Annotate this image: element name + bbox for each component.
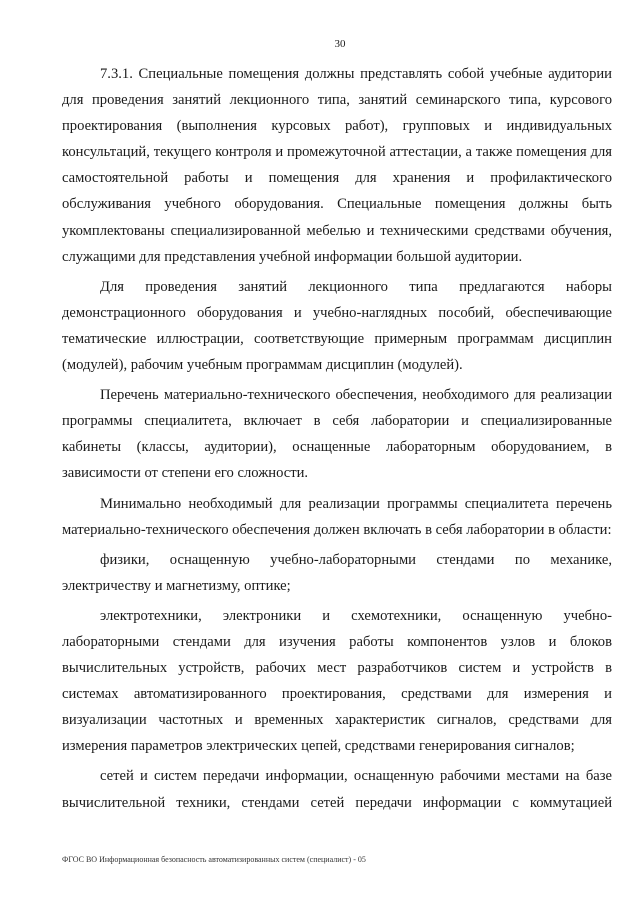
page-footer: ФГОС ВО Информационная безопасность автоматизированных систем (специалист) - 05 [62,855,366,864]
paragraph-material-support: Перечень материально-технического обеспечения, необходимого для реализации программы специалитета, включает в себя лаборатории и специализированные кабинеты (классы, аудитории), оснащенные лабораторным оборудованием, в зависимости от степени его сложности. [62,387,612,482]
paragraph-7-3-1: 7.3.1. Специальные помещения должны представлять собой учебные аудитории для проведения занятий лекционного типа, занятий семинарского типа, курсового проектирования (выполнения курсовых работ), групповых и индивидуальных консультаций, текущего контроля и промежуточной аттестации, а также помещения для самостоятельной работы и помещения для хранения и профилактического обслуживания учебного оборудования. Специальные помещения должны быть укомплектованы специализированной мебелью и техническими средствами обучения, служащими для представления учебной информации большой аудитории. [62,66,612,265]
paragraph-physics-lab: физики, оснащенную учебно-лабораторными стендами по механике, электричеству и магнетизму, оптике; [62,551,612,594]
paragraph-networks-lab: сетей и систем передачи информации, оснащенную рабочими местами на базе вычислительной техники, стендами сетей передачи информации с коммутацией [62,768,612,811]
page-number: 30 [334,38,346,50]
paragraph-electronics-lab: электротехники, электроники и схемотехники, оснащенную учебно-лабораторными стендами для изучения работы компонентов узлов и блоков вычислительных устройств, рабочих мест разработчиков систем и устройств в системах автоматизированного проектирования, средствами для измерения и визуализации частотных и временных характеристик сигналов, средствами для измерения параметров электрических цепей, средствами генерирования сигналов; [62,607,612,755]
paragraph-lecture-equipment: Для проведения занятий лекционного типа предлагаются наборы демонстрационного оборудования и учебно-наглядных пособий, обеспечивающие тематические иллюстрации, соответствующие примерным программам дисциплин (модулей), рабочим учебным программам дисциплин (модулей). [62,278,612,374]
body-text [62,61,612,820]
paragraph-minimum-list: Минимально необходимый для реализации программы специалитета перечень материально-технического обеспечения должен включать в себя лаборатории в области: [62,495,612,538]
